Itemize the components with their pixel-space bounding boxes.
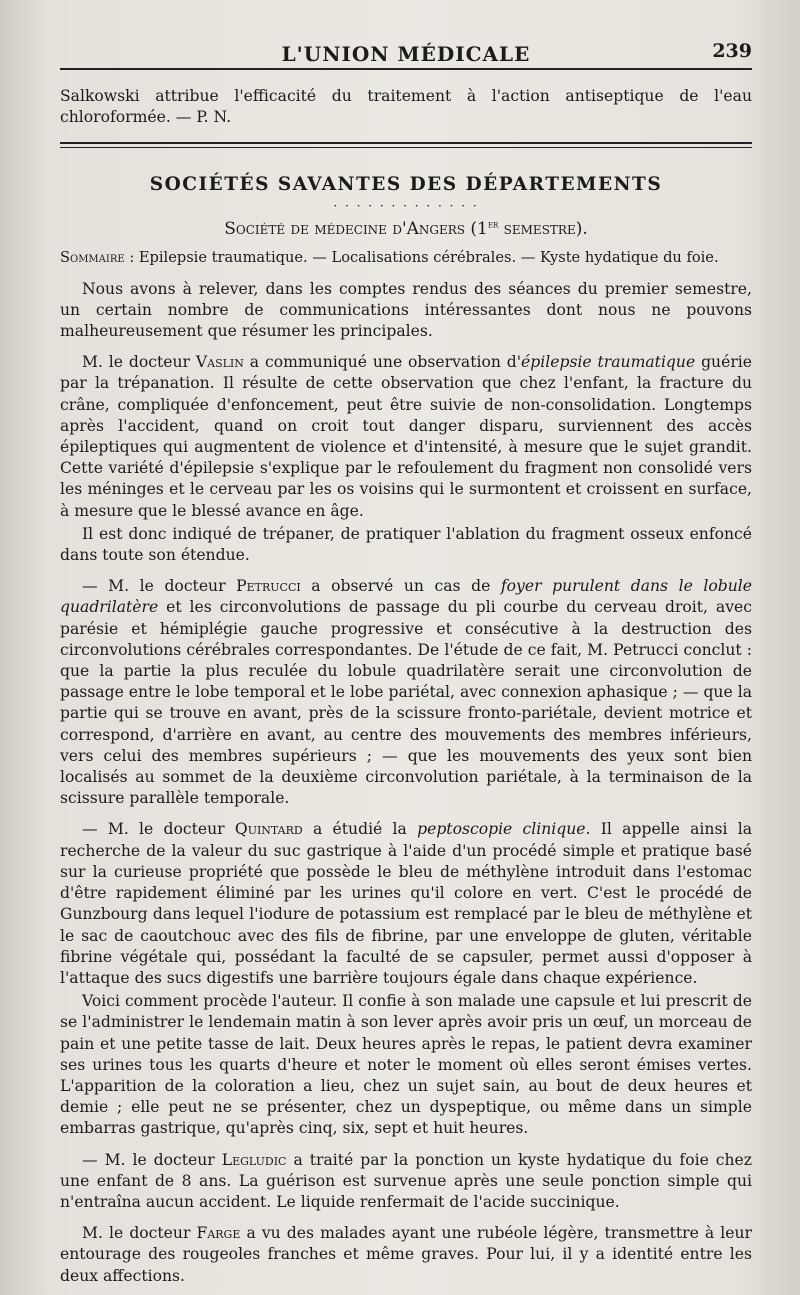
petrucci-em: foyer purulent dans le lobule quadrilatère xyxy=(60,577,753,617)
header-rule xyxy=(60,68,752,70)
paragraph-petrucci xyxy=(60,576,752,809)
society-title-sup: er xyxy=(487,219,499,231)
farge-pre: M. le docteur xyxy=(82,1224,197,1243)
paragraph-quintard xyxy=(60,819,752,989)
vaslin-post: guérie par la trépanation. Il résulte de cette observation que chez l'enfant, la fracture du crâne, compliquée d'enfoncement, peut être suivie de non-consolidation. Longtemps après l'accident, quand on croit tout danger disparu, surviennent des accès épileptiques qui augmentent de violence et d'intensité, à mesure que le sujet grandit. Cette variété d'épilepsie s'explique par le refoulement du fragment non consolidé vers les méninges et le cerveau par les os voisins qui le surmontent et croissent en surface, à mesure que le blessé avance en âge. xyxy=(60,353,752,520)
petrucci-mid: a observé un cas de xyxy=(300,577,501,596)
vaslin-mid: a communiqué une observation d' xyxy=(243,353,522,372)
quintard-pre: — M. le docteur xyxy=(82,820,235,839)
summary-text: : Epilepsie traumatique. — Localisations cérébrales. — Kyste hydatique du foie. xyxy=(124,249,719,267)
petrucci-name: Petrucci xyxy=(236,577,301,596)
society-title-prefix: Société de médecine d'Angers (1 xyxy=(224,219,488,240)
quintard-post: . Il appelle ainsi la recherche de la valeur du suc gastrique à l'aide d'un procédé simple et pratique basé sur la curieuse propriété que possède le bleu de méthylène introduit dans l'estomac d'être rapidement éliminé par les urines qu'il colore en vert. C'est le procédé de Gunzbourg dans lequel l'iodure de potassium est remplacé par le bleu de méthylène et le sac de caoutchouc avec des fils de fibrine, par une enveloppe de gluten, véritable fibrine végétale qui, possédant la faculté de se capsuler, permet aussi d'opposer à l'attaque des sucs digestifs une barrière toujours égale dans chaque expérience. xyxy=(60,820,753,987)
vaslin-name: Vaslin xyxy=(195,353,244,372)
farge-post: a vu des malades ayant une rubéole légère, transmettre à leur entourage des rougeoles franches et même graves. Pour lui, il y a identité entre les deux affections. xyxy=(60,1224,752,1285)
legludic-name: Legludic xyxy=(221,1150,287,1169)
society-title xyxy=(60,219,752,239)
society-title-suffix: semestre). xyxy=(498,219,588,240)
vaslin-em: épilepsie traumatique xyxy=(521,353,696,372)
paragraph-vaslin xyxy=(60,352,752,522)
dotted-separator: · · · · · · · · · · · · · xyxy=(333,199,479,214)
paragraph-farge xyxy=(60,1223,752,1287)
paragraph-procedure: Voici comment procède l'auteur. Il confie à son malade une capsule et lui prescrit de se l'administrer le lendemain matin à son lever après avoir pris un œuf, un morceau de pain et une petite tasse de lait. Deux heures après le repas, le patient devra examiner ses urines tous les quarts d'heure et noter le moment où elles seront émises vertes. L'apparition de la coloration a lieu, chez un sujet sain, au bout de deux heures et demie ; elle peut ne se présenter, chez un dyspeptique, ou même dans un simple embarras gastrique, qu'après cinq, six, sept et huit heures. xyxy=(60,992,752,1138)
paragraph-legludic xyxy=(60,1150,752,1214)
section-title: SOCIÉTÉS SAVANTES DES DÉPARTEMENTS xyxy=(149,174,663,196)
page-number: 239 xyxy=(712,40,752,62)
legludic-post: a traité par la ponction un kyste hydatique du foie chez une enfant de 8 ans. La guérison est survenue après une seule ponction simple qui n'entraîna aucun accident. Le liquide renfermait de l'acide succinique. xyxy=(60,1150,752,1211)
paragraph-intro: Nous avons à relever, dans les comptes rendus des séances du premier semestre, un certain nombre de communications intéressantes dont nous ne pouvons malheureusement que résumer les principales. xyxy=(60,279,752,341)
vaslin-pre: M. le docteur xyxy=(82,353,196,372)
quintard-em: peptoscopie clinique xyxy=(417,820,586,839)
summary-label: Sommaire xyxy=(60,249,125,267)
summary-line xyxy=(60,247,752,268)
journal-title: L'UNION MÉDICALE xyxy=(281,42,531,66)
section-divider xyxy=(60,142,752,148)
paragraph-trepanation: Il est donc indiqué de trépaner, de pratiquer l'ablation du fragment osseux enfoncé dans toute son étendue. xyxy=(60,524,752,565)
petrucci-post: et les circonvolutions de passage du pli courbe du cerveau droit, avec parésie et hémiplégie gauche progressive et consécutive à la destruction des circonvolutions cérébrales correspondantes. De l'étude de ce fait, M. Petrucci conclut : que la partie la plus reculée du lobule quadrilatère serait une circonvolution de passage entre le lobe temporal et le lobe pariétal, avec connexion aphasique ; — que la partie qui se trouve en avant, près de la scissure fronto-pariétale, devient motrice et correspond, d'arrière en avant, au centre des mouvements des membres inférieurs, vers celui des membres supérieurs ; — que les mouvements des yeux sont bien localisés au sommet de la deuxième circonvolution pariétale, à la terminaison de la scissure parallèle temporale. xyxy=(60,598,752,808)
intro-note: Salkowski attribue l'efficacité du traitement à l'action antiseptique de l'eau chloroformée. — P. N. xyxy=(60,87,752,127)
legludic-pre: — M. le docteur xyxy=(82,1150,222,1169)
quintard-name: Quintard xyxy=(234,820,303,839)
petrucci-pre: — M. le docteur xyxy=(82,577,237,596)
running-head xyxy=(60,0,752,70)
quintard-mid: a étudié la xyxy=(302,820,418,839)
farge-name: Farge xyxy=(196,1224,241,1243)
